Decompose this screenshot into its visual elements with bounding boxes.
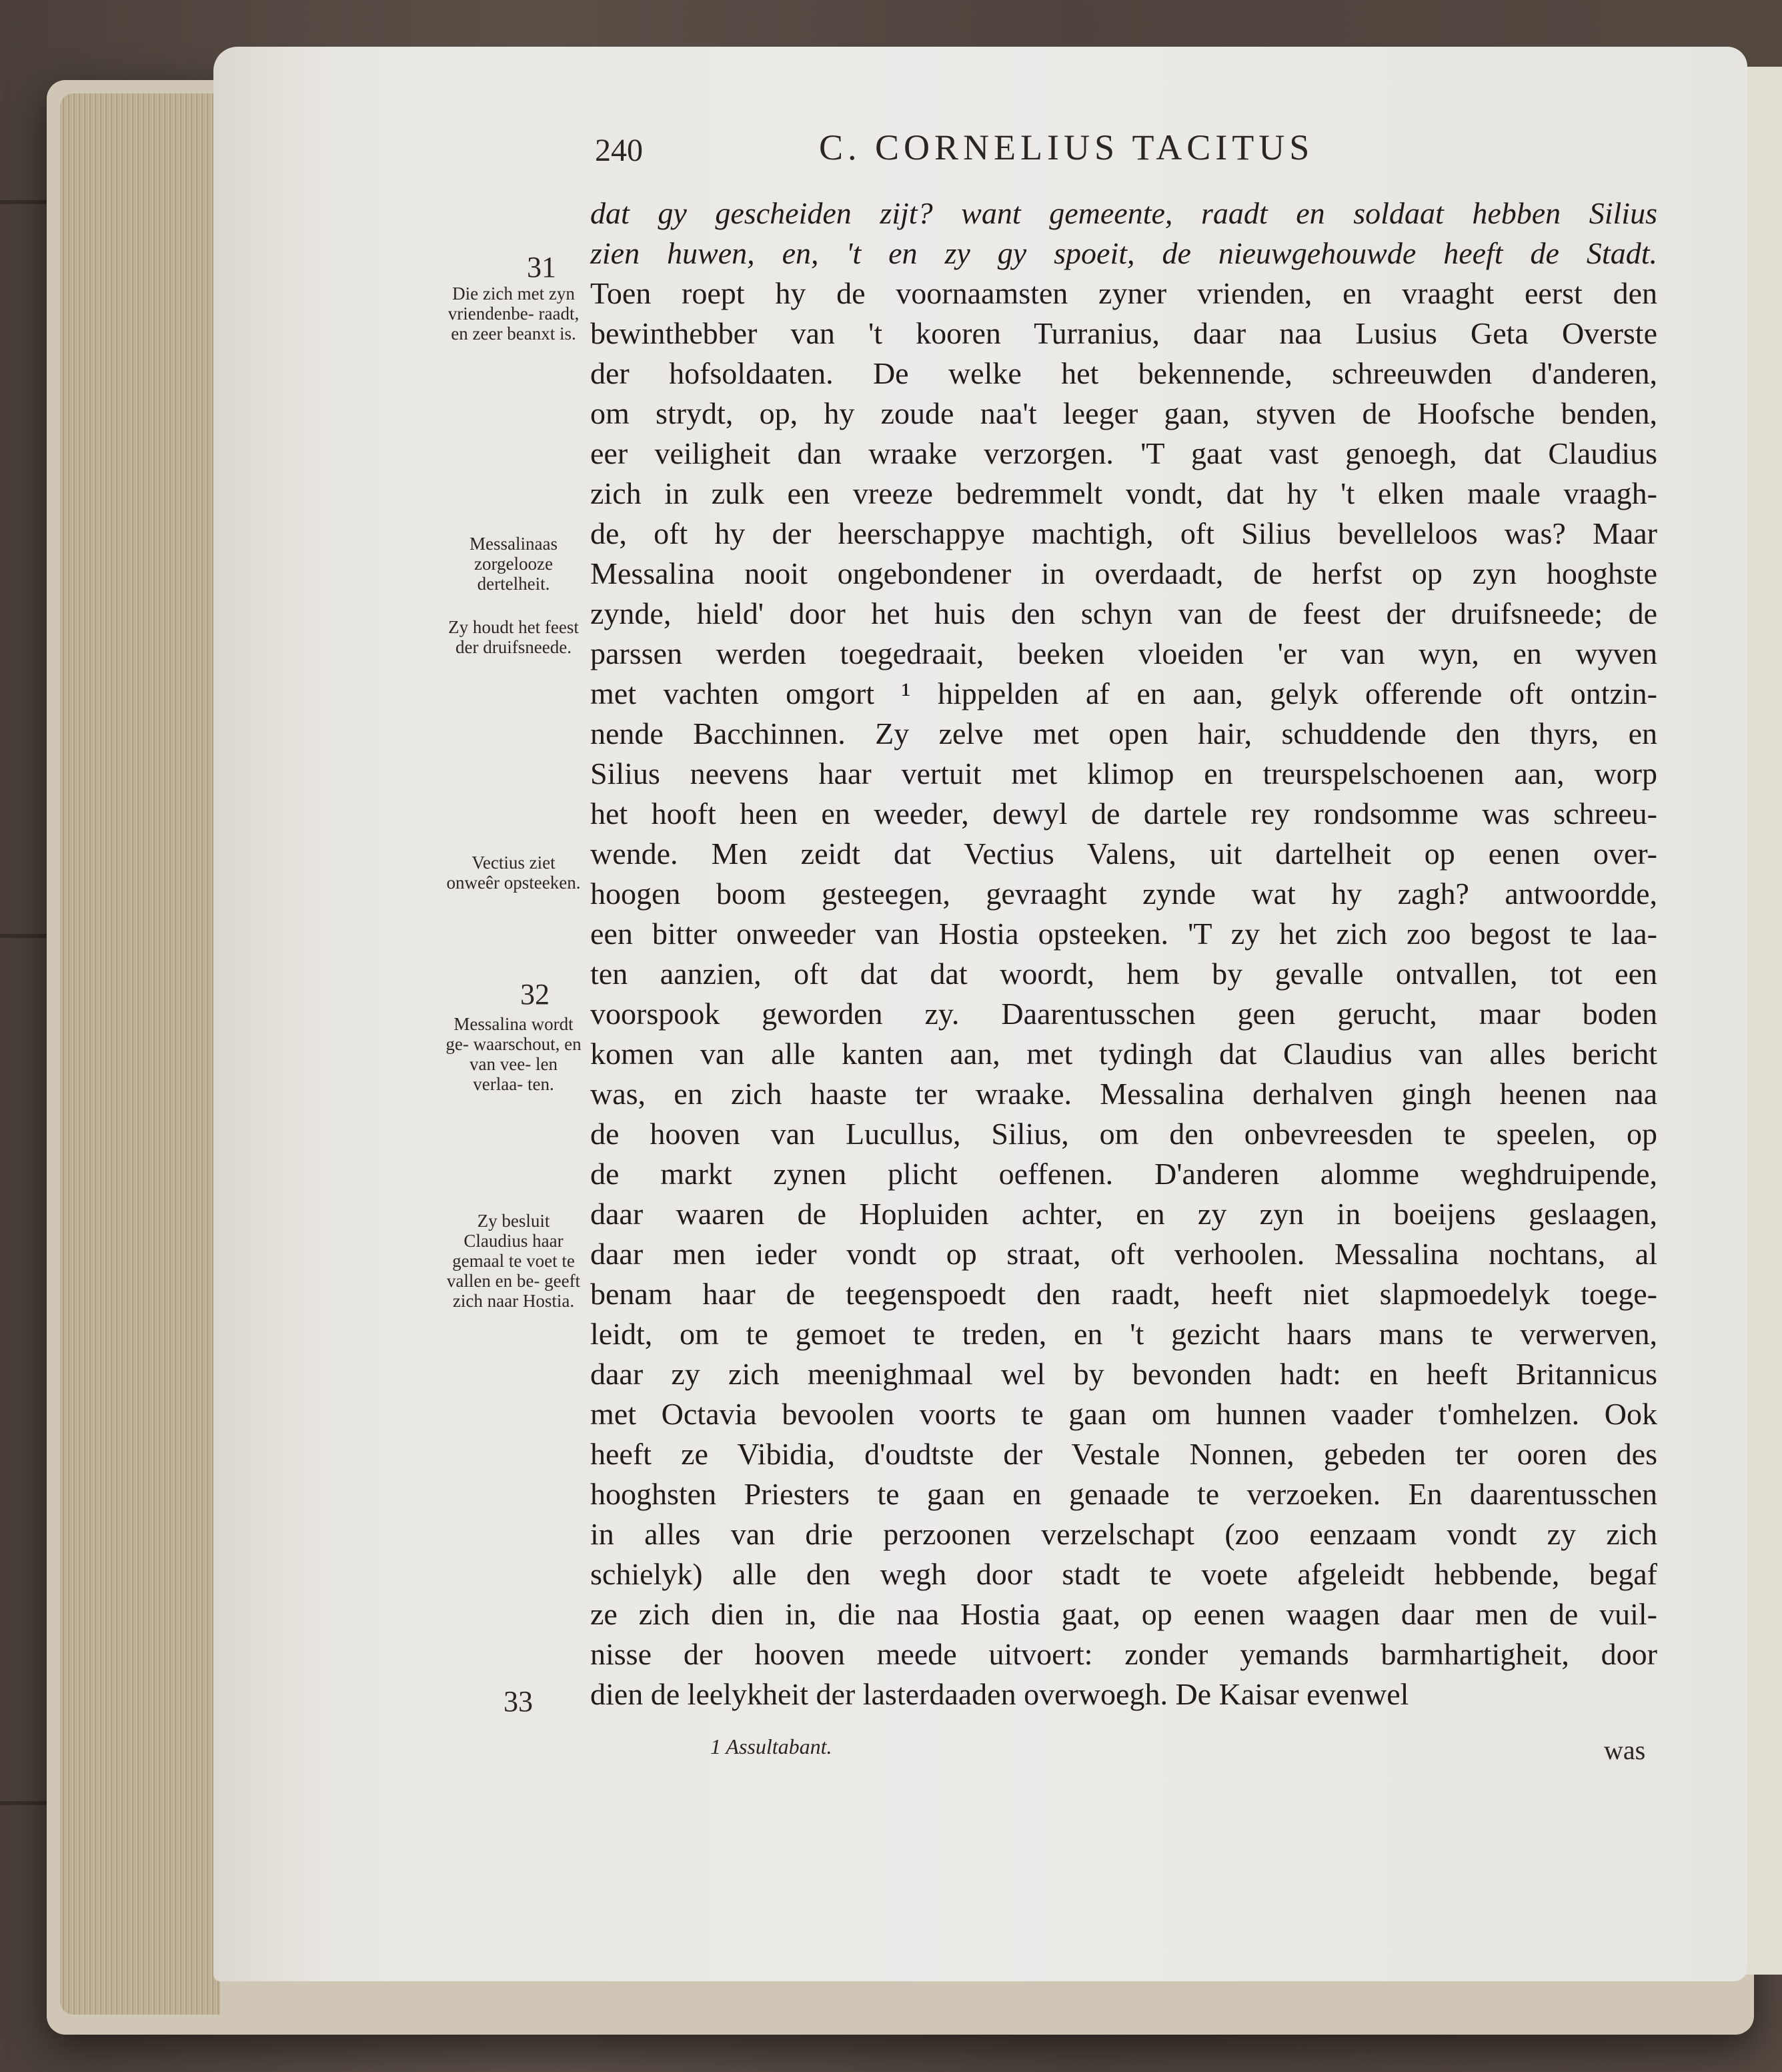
text-line: daar waaren de Hopluiden achter, en zy zyn in boeijens geslaagen, <box>590 1197 1657 1231</box>
margin-note: Die zich met zyn vriendenbe- raadt, en zeer beanxt is. <box>448 284 580 344</box>
text-line: wende. Men zeidt dat Vectius Valens, uit dartelheit op eenen over- <box>590 837 1657 871</box>
text-line: daar men ieder vondt op straat, oft verhoolen. Messalina nochtans, al <box>590 1237 1657 1271</box>
text-line: met Octavia bevoolen voorts te gaan om hunnen vaader t'omhelzen. Ook <box>590 1397 1657 1431</box>
text-line: daar zy zich meenighmaal wel by bevonden hadt: en heeft Britannicus <box>590 1357 1657 1391</box>
text-line: dien de leelykheit der lasterdaaden overwoegh. De Kaisar evenwel <box>590 1677 1409 1711</box>
text-line: der hofsoldaaten. De welke het bekennende, schreeuwden d'anderen, <box>590 356 1657 390</box>
text-line: zynde, hield' door het huis den schyn van de feest der druifsneede; de <box>590 596 1657 630</box>
margin-note: Vectius ziet onweêr opsteeken. <box>446 853 581 893</box>
text-line: dat gy gescheiden zijt? want gemeente, raadt en soldaat hebben Silius <box>590 196 1657 230</box>
section-number: 32 <box>520 978 550 1011</box>
text-line: zich in zulk een vreeze bedremmelt vondt, dat hy 't elken maale vraagh- <box>590 476 1657 510</box>
text-line: ten aanzien, oft dat dat woordt, hem by gevalle ontvallen, tot een <box>590 957 1657 991</box>
text-line: voorspook geworden zy. Daarentusschen geen gerucht, maar boden <box>590 997 1657 1031</box>
text-line: de markt zynen plicht oeffenen. D'anderen alomme weghdruipende, <box>590 1157 1657 1191</box>
footnote: 1 Assultabant. <box>710 1734 832 1758</box>
catchword: was <box>1604 1735 1646 1765</box>
margin-note: Messalinaas zorgelooze dertelheit. <box>470 534 558 594</box>
text-line: heeft ze Vibidia, d'oudtste der Vestale Nonnen, gebeden ter ooren des <box>590 1437 1657 1471</box>
text-line: in alles van drie perzoonen verzelschapt (zoo eenzaam vondt zy zich <box>590 1517 1657 1551</box>
margin-note: Zy besluit Claudius haar gemaal te voet te vallen en be- geeft zich naar Hostia. <box>446 1211 581 1311</box>
text-line: nende Bacchinnen. Zy zelve met open hair, schuddende den thyrs, en <box>590 716 1657 750</box>
text-line: de, oft hy der heerschappye machtigh, oft Silius bevelleloos was? Maar <box>590 516 1657 550</box>
text-line: Messalina nooit ongebondener in overdaadt, de herfst op zyn hooghste <box>590 556 1657 590</box>
text-line: schielyk) alle den wegh door stadt te voete afgeleidt hebbende, begaf <box>590 1557 1657 1591</box>
text-line: benam haar de teegenspoedt den raadt, heeft niet slapmoedelyk toege- <box>590 1277 1657 1311</box>
text-line: zien huwen, en, 't en zy gy spoeit, de nieuwgehouwde heeft de Stadt. <box>590 236 1657 270</box>
margin-note: Zy houdt het feest der druifsneede. <box>448 617 579 657</box>
text-line: komen van alle kanten aan, met tydingh dat Claudius van alles bericht <box>590 1037 1657 1071</box>
text-line: parssen werden toegedraait, beeken vloeiden 'er van wyn, en wyven <box>590 636 1657 670</box>
text-line: was, en zich haaste ter wraake. Messalina derhalven gingh heenen naa <box>590 1077 1657 1111</box>
text-line: ze zich dien in, die naa Hostia gaat, op eenen waagen daar men de vuil- <box>590 1597 1657 1631</box>
text-line: hoogen boom gesteegen, gevraaght zynde wat hy zagh? antwoordde, <box>590 877 1657 911</box>
text-line: de hooven van Lucullus, Silius, om den onbevreesden te speelen, op <box>590 1117 1657 1151</box>
margin-note: Messalina wordt ge- waarschout, en van vee- len verlaa- ten. <box>446 1014 582 1094</box>
text-line: om strydt, op, hy zoude naa't leeger gaan, styven de Hoofsche benden, <box>590 396 1657 430</box>
page-number: 240 <box>595 133 643 168</box>
text-line: het hooft heen en weeder, dewyl de dartele rey rondsomme was schreeu- <box>590 797 1657 831</box>
text-line: hooghsten Priesters te gaan en genaade te verzoeken. En daarentusschen <box>590 1477 1657 1511</box>
running-head: C. CORNELIUS TACITUS <box>819 127 1314 167</box>
text-line: bewinthebber van 't kooren Turranius, daar naa Lusius Geta Overste <box>590 316 1657 350</box>
page-edges <box>60 93 220 2015</box>
text-line: met vachten omgort ¹ hippelden af en aan, gelyk offerende oft ontzin- <box>590 676 1657 710</box>
text-line: Silius neevens haar vertuit met klimop en treurspelschoenen aan, worp <box>590 756 1657 791</box>
text-line: een bitter onweeder van Hostia opsteeken. 'T zy het zich zoo begost te laa- <box>590 917 1657 951</box>
section-number: 33 <box>504 1685 533 1718</box>
text-line: Toen roept hy de voornaamsten zyner vrienden, en vraaght eerst den <box>590 276 1657 310</box>
section-number: 31 <box>527 251 556 284</box>
text-line: eer veiligheit dan wraake verzorgen. 'T gaat vast genoegh, dat Claudius <box>590 436 1657 470</box>
text-line: leidt, om te gemoet te treden, en 't gezicht haars mans te verwerven, <box>590 1317 1657 1351</box>
text-line: nisse der hooven meede uitvoert: zonder yemands barmhartigheit, door <box>590 1637 1657 1671</box>
